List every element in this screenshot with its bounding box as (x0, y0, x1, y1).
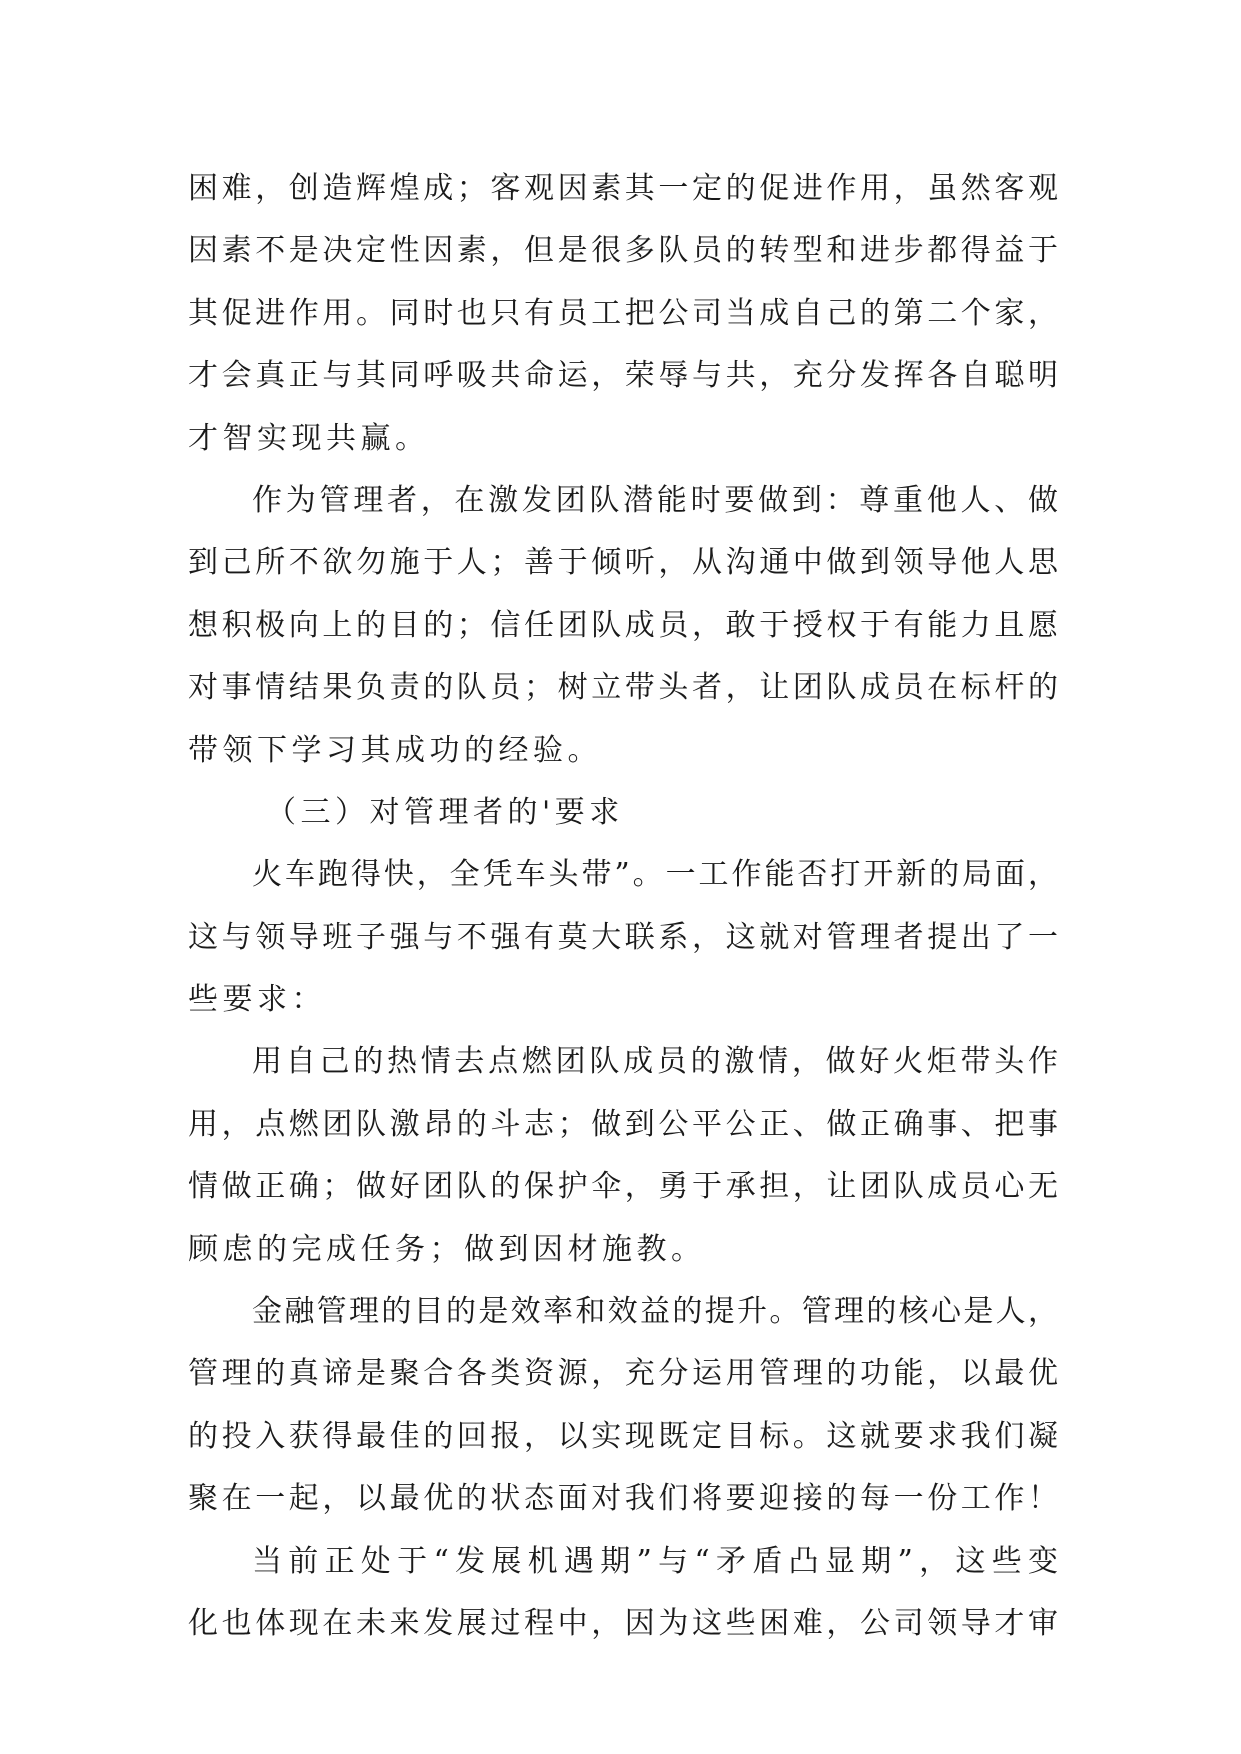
text-line: 对事情结果负责的队员；树立带头者，让团队成员在标杆的 (188, 670, 1058, 706)
text-line: 用，点燃团队激昂的斗志；做到公平公正、做正确事、把事 (188, 1106, 1058, 1142)
text-line: 些要求： (188, 982, 326, 1018)
text-line: 才会真正与其同呼吸共命运，荣辱与共，充分发挥各自聪明 (188, 358, 1058, 394)
paragraph-2 (188, 470, 1058, 782)
text-line: 的投入获得最佳的回报，以实现既定目标。这就要求我们凝 (188, 1418, 1058, 1454)
text-line: 顾虑的完成任务；做到因材施教。 (188, 1231, 706, 1267)
text-line: 情做正确；做好团队的保护伞，勇于承担，让团队成员心无 (188, 1169, 1058, 1205)
text-line: 聚在一起，以最优的状态面对我们将要迎接的每一份工作！ (188, 1481, 1058, 1517)
text-line: 才智实现共赢。 (188, 420, 430, 456)
text-line: 想积极向上的目的；信任团队成员，敢于授权于有能力且愿 (188, 607, 1058, 643)
text-line: 到己所不欲勿施于人；善于倾听，从沟通中做到领导他人思 (188, 545, 1058, 581)
section-heading-text: （三）对管理者的'要求 (266, 794, 624, 830)
paragraph-5 (188, 1281, 1058, 1531)
text-line: 管理的真谛是聚合各类资源，充分运用管理的功能，以最优 (188, 1356, 1058, 1392)
text-line: 火车跑得快，全凭车头带”。一工作能否打开新的局面， (252, 857, 1058, 893)
text-line: 化也体现在未来发展过程中，因为这些困难，公司领导才审 (188, 1605, 1058, 1641)
text-line: 带领下学习其成功的经验。 (188, 732, 602, 768)
text-line: 其促进作用。同时也只有员工把公司当成自己的第二个家， (188, 295, 1058, 331)
text-line: 作为管理者，在激发团队潜能时要做到：尊重他人、做 (252, 482, 1058, 518)
section-heading (188, 782, 1058, 844)
text-line: 这与领导班子强与不强有莫大联系，这就对管理者提出了一 (188, 919, 1058, 955)
text-line: 因素不是决定性因素，但是很多队员的转型和进步都得益于 (188, 233, 1058, 269)
paragraph-6 (188, 1531, 1058, 1656)
document-body (188, 158, 1058, 1655)
paragraph-4 (188, 1031, 1058, 1281)
text-line: 用自己的热情去点燃团队成员的激情，做好火炬带头作 (252, 1044, 1058, 1080)
text-line: 金融管理的目的是效率和效益的提升。管理的核心是人， (252, 1294, 1058, 1330)
text-line: 当前正处于“发展机遇期”与“矛盾凸显期”，这些变 (252, 1543, 1058, 1579)
paragraph-3 (188, 844, 1058, 1031)
paragraph-1 (188, 158, 1058, 470)
text-line: 困难，创造辉煌成；客观因素其一定的促进作用，虽然客观 (188, 171, 1058, 206)
